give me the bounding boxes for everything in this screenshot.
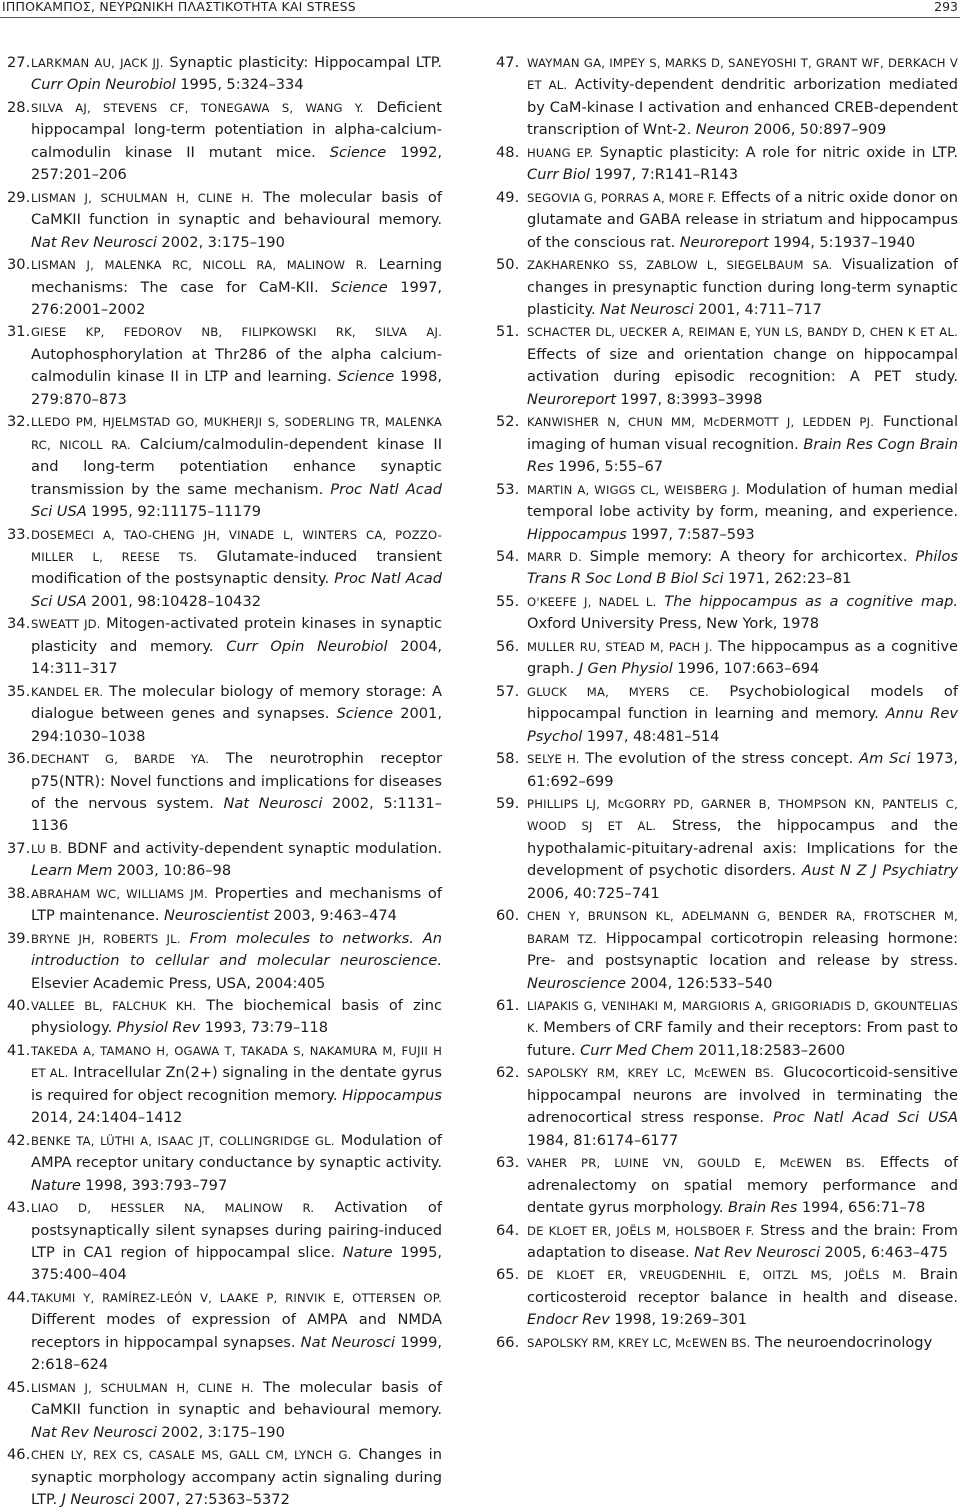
reference-citation: 1984, 81:6174–6177 xyxy=(527,1131,679,1149)
reference-item xyxy=(0,838,442,883)
reference-journal: Learn Mem xyxy=(31,862,113,880)
reference-number: 64. xyxy=(496,1221,520,1239)
reference-journal: Brain Res Cogn Brain Res xyxy=(527,435,958,476)
reference-number: 39. xyxy=(7,929,31,947)
reference-citation: 2002, 3:175–190 xyxy=(156,233,285,251)
reference-number: 63. xyxy=(496,1154,520,1172)
reference-number: 44. xyxy=(7,1288,31,1306)
reference-journal: Physiol Rev xyxy=(116,1019,201,1037)
reference-number: 38. xyxy=(7,884,31,902)
reference-number: 48. xyxy=(496,143,520,161)
reference-title: Modulation of AMPA receptor unitary conductance by synaptic activity. xyxy=(31,1131,442,1172)
reference-authors: LLEDO PM, HJELMSTAD GO, MUKHERJI S, SODERLING TR, MALENKA RC, NICOLL RA. xyxy=(31,415,442,452)
reference-journal: Hippocampus xyxy=(342,1086,442,1104)
reference-item xyxy=(0,613,442,680)
reference-item xyxy=(0,254,442,321)
reference-citation: 1998, 393:793–797 xyxy=(80,1176,228,1194)
reference-item xyxy=(496,1332,958,1354)
reference-authors: TAKUMI Y, RAMÍREZ-LEÓN V, LAAKE P, RINVIK E, OTTERSEN OP. xyxy=(31,1290,442,1305)
reference-citation: 2001, 4:711–717 xyxy=(693,300,822,318)
reference-number: 40. xyxy=(7,997,31,1015)
reference-title: The biochemical basis of zinc physiology. xyxy=(31,997,442,1037)
reference-authors: SCHACTER DL, UECKER A, REIMAN E, YUN LS, BANDY D, CHEN K ET AL. xyxy=(527,325,958,340)
reference-item xyxy=(496,187,958,254)
reference-number: 66. xyxy=(496,1333,520,1351)
reference-authors: VAHER PR, LUINE VN, GOULD E, McEWEN BS. xyxy=(527,1156,866,1171)
reference-number: 36. xyxy=(7,750,31,768)
reference-title: The neurotrophin receptor p75(NTR): Novel functions and implications for diseases of the nervous system. xyxy=(31,750,442,812)
reference-number: 46. xyxy=(7,1446,31,1464)
reference-authors: BENKE TA, LÜTHI A, ISAAC JT, COLLINGRIDGE GL. xyxy=(31,1133,335,1148)
reference-journal: Nat Rev Neurosci xyxy=(31,233,157,251)
reference-title: Intracellular Zn(2+) signaling in the dentate gyrus is required for object recognition memory. xyxy=(31,1064,442,1104)
reference-journal: Nat Neurosci xyxy=(300,1333,396,1351)
reference-authors: LISMAN J, SCHULMAN H, CLINE H. xyxy=(31,190,254,205)
reference-title: BDNF and activity-dependent synaptic modulation. xyxy=(62,839,442,857)
reference-citation: 1997, 7:R141–R143 xyxy=(589,166,739,184)
reference-authors: LISMAN J, MALENKA RC, NICOLL RA, MALINOW R. xyxy=(31,258,368,273)
reference-item xyxy=(496,52,958,142)
reference-title: Psychobiological models of hippocampal function in learning and memory. xyxy=(527,682,958,723)
reference-number: 30. xyxy=(7,256,31,274)
reference-journal: Aust N Z J Psychiatry xyxy=(801,862,958,880)
reference-number: 47. xyxy=(496,54,520,71)
reference-journal: Proc Natl Acad Sci USA xyxy=(773,1109,958,1127)
reference-title: Glucocorticoid-sensitive hippocampal neurons are involved in terminating the adrenocortical stress response. xyxy=(527,1064,959,1127)
reference-authors: DE KLOET ER, VREUGDENHIL E, OITZL MS, JOËLS M. xyxy=(527,1268,907,1283)
reference-item xyxy=(0,97,442,187)
reference-item xyxy=(0,995,442,1040)
reference-title: Effects of adrenalectomy on spatial memory performance and dentate gyrus morphology. xyxy=(527,1154,958,1217)
reference-citation: 2001, 294:1030–1038 xyxy=(31,705,442,745)
reference-number: 29. xyxy=(7,188,31,206)
reference-item xyxy=(496,546,958,591)
reference-journal: Proc Natl Acad Sci USA xyxy=(31,570,442,610)
reference-number: 50. xyxy=(496,256,520,274)
reference-number: 55. xyxy=(496,592,520,610)
reference-citation: 2003, 9:463–474 xyxy=(269,907,397,925)
reference-number: 58. xyxy=(496,750,520,768)
reference-number: 42. xyxy=(7,1131,31,1149)
reference-number: 31. xyxy=(7,323,31,341)
reference-title: Properties and mechanisms of LTP maintenance. xyxy=(31,884,442,925)
reference-citation: 2002, 3:175–190 xyxy=(156,1423,285,1441)
reference-authors: LU B. xyxy=(31,841,63,856)
reference-number: 32. xyxy=(7,413,31,431)
reference-authors: LISMAN J, SCHULMAN H, CLINE H. xyxy=(31,1380,254,1395)
reference-title: Activity-dependent dendritic arborization mediated by CaM-kinase I activation and enhanced CREB-dependent transcription of Wnt-2. xyxy=(527,76,958,139)
reference-citation: 1971, 262:23–81 xyxy=(723,570,852,588)
reference-citation: 1992, 257:201–206 xyxy=(31,143,442,184)
page-number: 293 xyxy=(934,0,958,14)
reference-title: Simple memory: A theory for archicortex. xyxy=(581,547,916,565)
reference-citation: 1996, 5:55–67 xyxy=(553,458,664,476)
reference-number: 61. xyxy=(496,997,520,1015)
reference-authors: CHEN Y, BRUNSON KL, ADELMANN G, BENDER RA, FROTSCHER M, BARAM TZ. xyxy=(527,909,958,946)
reference-title: The hippocampus as a cognitive graph. xyxy=(527,637,958,678)
reference-title xyxy=(181,930,190,947)
reference-title: Functional imaging of human visual recognition. xyxy=(527,413,959,453)
reference-journal: Nat Neurosci xyxy=(600,300,694,318)
reference-citation: Oxford University Press, New York, 1978 xyxy=(527,615,820,633)
reference-number: 33. xyxy=(7,525,31,543)
reference-number: 54. xyxy=(496,547,520,565)
reference-item xyxy=(496,905,958,995)
reference-title: Hippocampal corticotropin releasing hormone: Pre- and postsynaptic location and release by stress. xyxy=(527,929,959,970)
reference-number: 51. xyxy=(496,323,520,341)
reference-title: Activation of postsynaptically silent synapses during pairing-induced LTP in CA1 region of hippocampal slice. xyxy=(31,1199,442,1262)
reference-authors: DE KLOET ER, JOËLS M, HOLSBOER F. xyxy=(527,1223,755,1238)
reference-authors: MULLER RU, STEAD M, PACH J. xyxy=(527,639,713,654)
reference-item xyxy=(0,411,442,523)
reference-journal: Philos Trans R Soc Lond B Biol Sci xyxy=(527,547,959,588)
reference-title: Members of CRF family and their receptors: From past to future. xyxy=(527,1019,958,1059)
reference-journal: Neuroscience xyxy=(527,974,626,992)
reference-authors: WAYMAN GA, IMPEY S, MARKS D, SANEYOSHI T, GRANT WF, DERKACH V ET AL. xyxy=(527,56,958,93)
reference-citation: 2001, 98:10428–10432 xyxy=(86,592,262,610)
reference-authors: TAKEDA A, TAMANO H, OGAWA T, TAKADA S, NAKAMURA M, FUJII H ET AL. xyxy=(31,1043,442,1081)
reference-journal: Curr Opin Neurobiol xyxy=(31,76,176,94)
reference-citation: 1997, 48:481–514 xyxy=(582,727,720,745)
reference-title: Effects of size and orientation change on hippocampal activation during episodic recognition: A PET study. xyxy=(527,345,958,386)
reference-citation: 2006, 50:897–909 xyxy=(749,121,887,139)
reference-number: 49. xyxy=(496,188,520,206)
reference-journal: Nat Rev Neurosci xyxy=(694,1244,821,1262)
reference-item xyxy=(0,321,442,411)
reference-citation: 1995, 92:11175–11179 xyxy=(86,503,262,521)
reference-item xyxy=(0,52,442,97)
page-header xyxy=(0,0,960,18)
reference-authors: ABRAHAM WC, WILLIAMS JM. xyxy=(31,886,208,901)
reference-item xyxy=(0,1130,442,1197)
reference-item xyxy=(496,142,958,187)
reference-item xyxy=(0,524,442,614)
reference-journal: Science xyxy=(331,278,388,296)
reference-number: 45. xyxy=(7,1378,31,1396)
reference-item xyxy=(496,254,958,321)
reference-journal: Curr Opin Neurobiol xyxy=(226,637,388,655)
reference-citation: 1973, 61:692–699 xyxy=(527,750,958,790)
reference-item xyxy=(0,681,442,748)
reference-item xyxy=(0,1197,442,1287)
reference-authors: ZAKHARENKO SS, ZABLOW L, SIEGELBAUM SA. xyxy=(527,258,833,273)
reference-item xyxy=(496,1220,958,1265)
reference-journal: Annu Rev Psychol xyxy=(527,705,958,745)
reference-authors: CHEN LY, REX CS, CASALE MS, GALL CM, LYNCH G. xyxy=(31,1448,352,1463)
reference-journal: Curr Biol xyxy=(527,166,590,184)
reference-citation: 1997, 7:587–593 xyxy=(626,525,755,543)
reference-journal: Neuroscientist xyxy=(163,907,270,925)
reference-journal: Science xyxy=(329,143,387,161)
reference-item xyxy=(0,1287,442,1377)
reference-citation: 2004, 14:311–317 xyxy=(31,637,443,678)
reference-title: Changes in synaptic morphology accompany actin signaling during LTP. xyxy=(31,1446,442,1508)
reference-citation: 2014, 24:1404–1412 xyxy=(31,1109,183,1127)
reference-authors: SELYE H. xyxy=(527,752,580,767)
reference-item xyxy=(0,187,442,254)
reference-authors: PHILLIPS LJ, McGORRY PD, GARNER B, THOMPSON KN, PANTELIS C, WOOD SJ ET AL. xyxy=(527,796,958,834)
reference-authors: VALLEE BL, FALCHUK KH. xyxy=(31,999,197,1014)
reference-title: Deficient hippocampal long-term potentiation in alpha-calcium-calmodulin kinase II mutant mice. xyxy=(31,98,442,161)
reference-item xyxy=(496,793,958,905)
reference-citation: Elsevier Academic Press, USA, 2004:405 xyxy=(31,974,326,992)
reference-authors: MARTIN A, WIGGS CL, WEISBERG J. xyxy=(527,482,740,497)
reference-journal: Nature xyxy=(342,1244,393,1262)
reference-authors: SILVA AJ, STEVENS CF, TONEGAWA S, WANG Y. xyxy=(31,100,364,115)
reference-title: Stress and the brain: From adaptation to disease. xyxy=(527,1221,958,1262)
reference-citation: 1996, 107:663–694 xyxy=(672,660,820,678)
reference-journal: Am Sci xyxy=(859,750,911,768)
reference-title: Different modes of expression of AMPA and NMDA receptors in hippocampal synapses. xyxy=(31,1311,442,1351)
reference-item xyxy=(496,321,958,411)
reference-number: 60. xyxy=(496,907,520,925)
reference-authors: KANDEL ER. xyxy=(31,684,104,699)
reference-title: The molecular biology of memory storage: A dialogue between genes and synapses. xyxy=(31,682,442,723)
reference-citation: 2002, 5:1131–1136 xyxy=(31,794,442,835)
reference-authors: LARKMAN AU, JACK JJ. xyxy=(31,56,164,70)
reference-journal: Nat Neurosci xyxy=(223,794,323,812)
reference-journal: Hippocampus xyxy=(527,525,627,543)
reference-journal: Nat Rev Neurosci xyxy=(31,1423,157,1441)
reference-citation: 1993, 73:79–118 xyxy=(200,1019,329,1037)
reference-column-right xyxy=(496,52,958,1354)
reference-journal: Science xyxy=(336,705,394,723)
reference-journal: Brain Res xyxy=(727,1199,798,1217)
reference-title: Modulation of human medial temporal lobe activity by form, meaning, and experience. xyxy=(527,480,958,521)
reference-item xyxy=(0,928,442,995)
reference-number: 43. xyxy=(7,1199,31,1217)
reference-journal: From molecules to networks. An introduction to cellular and molecular neuroscience. xyxy=(31,929,442,970)
reference-authors: MARR D. xyxy=(527,549,582,564)
reference-title: The neuroendocrinology xyxy=(750,1333,933,1351)
reference-number: 53. xyxy=(496,480,520,498)
reference-item xyxy=(496,411,958,478)
reference-authors: O'KEEFE J, NADEL L. xyxy=(527,594,657,609)
reference-authors: SWEATT JD. xyxy=(31,617,101,632)
reference-citation: 1997, 8:3993–3998 xyxy=(615,390,763,408)
reference-journal: J Gen Physiol xyxy=(578,660,673,678)
reference-authors: KANWISHER N, CHUN MM, McDERMOTT J, LEDDEN PJ. xyxy=(527,415,875,430)
reference-journal: Neuroreport xyxy=(527,390,616,408)
reference-title: Brain corticosteroid receptor balance in health and disease. xyxy=(527,1266,958,1306)
reference-item xyxy=(496,591,958,636)
reference-journal: Curr Med Chem xyxy=(580,1041,694,1059)
reference-item xyxy=(496,1062,958,1152)
reference-item xyxy=(0,1040,442,1130)
reference-title: Mitogen-activated protein kinases in synaptic plasticity and memory. xyxy=(31,615,442,655)
reference-title: The molecular basis of CaMKII function in synaptic and behavioural memory. xyxy=(31,188,442,229)
reference-item xyxy=(496,636,958,681)
running-title: ΙΠΠΟΚΑΜΠΟΣ, ΝΕΥΡΩΝΙΚΗ ΠΛΑΣΤΙΚΟΤΗΤΑ ΚΑΙ STRESS xyxy=(2,0,356,14)
reference-number: 59. xyxy=(496,794,520,812)
reference-authors: LIAO D, HESSLER NA, MALINOW R. xyxy=(31,1201,315,1216)
reference-citation: 2003, 10:86–98 xyxy=(112,862,232,880)
reference-authors: HUANG EP. xyxy=(527,145,594,160)
reference-title: Synaptic plasticity: A role for nitric oxide in LTP. xyxy=(593,143,958,161)
reference-item xyxy=(496,748,958,793)
reference-journal: Neuron xyxy=(695,121,750,139)
reference-number: 52. xyxy=(496,413,520,431)
reference-title: Effects of a nitric oxide donor on glutamate and GABA release in striatum and hippocampus of the conscious rat. xyxy=(527,188,958,251)
reference-citation: 1994, 5:1937–1940 xyxy=(768,233,916,251)
reference-citation: 1999, 2:618–624 xyxy=(31,1333,442,1374)
reference-authors: SEGOVIA G, PORRAS A, MORE F. xyxy=(527,190,717,205)
reference-item xyxy=(0,883,442,928)
reference-item xyxy=(496,1264,958,1331)
reference-number: 34. xyxy=(7,615,31,633)
reference-title: The evolution of the stress concept. xyxy=(579,750,860,768)
reference-title: Calcium/calmodulin-dependent kinase II and long-term potentiation enhance synaptic transmission by the same mechanism. xyxy=(31,435,442,498)
reference-item xyxy=(496,681,958,748)
reference-authors: SAPOLSKY RM, KREY LC, McEWEN BS. xyxy=(527,1066,775,1081)
reference-title: Learning mechanisms: The case for CaM-KII. xyxy=(31,256,443,296)
reference-authors: GLUCK MA, MYERS CE. xyxy=(527,684,709,699)
reference-title: Visualization of changes in presynaptic function during long-term synaptic plasticity. xyxy=(527,256,958,318)
reference-item xyxy=(496,479,958,546)
reference-number: 56. xyxy=(496,637,520,655)
reference-item xyxy=(0,748,442,838)
reference-citation: 2007, 27:5363–5372 xyxy=(134,1491,290,1508)
reference-number: 41. xyxy=(7,1041,31,1059)
reference-column-left xyxy=(0,52,442,1511)
reference-authors: DECHANT G, BARDE YA. xyxy=(31,752,210,767)
reference-authors: GIESE KP, FEDOROV NB, FILIPKOWSKI RK, SILVA AJ. xyxy=(31,325,442,340)
reference-item xyxy=(496,995,958,1062)
reference-number: 57. xyxy=(496,682,520,700)
reference-number: 27. xyxy=(7,54,31,71)
reference-journal: Science xyxy=(337,368,395,386)
reference-citation: 1994, 656:71–78 xyxy=(797,1199,926,1217)
reference-title: Autophosphorylation at Thr286 of the alpha calcium-calmodulin kinase II in LTP and learning. xyxy=(31,345,442,386)
reference-citation: 2005, 6:463–475 xyxy=(820,1244,948,1262)
reference-journal: Endocr Rev xyxy=(527,1311,610,1329)
reference-citation: 1998, 19:269–301 xyxy=(609,1311,748,1329)
reference-number: 65. xyxy=(496,1266,520,1284)
reference-journal: J Neurosci xyxy=(61,1491,135,1508)
reference-citation: 2011,18:2583–2600 xyxy=(693,1041,846,1059)
reference-number: 62. xyxy=(496,1064,520,1082)
reference-authors: LIAPAKIS G, VENIHAKI M, MARGIORIS A, GRIGORIADIS D, GKOUNTELIAS K. xyxy=(527,999,958,1036)
reference-journal: Nature xyxy=(31,1176,81,1194)
reference-citation: 1998, 279:870–873 xyxy=(31,368,442,408)
reference-item xyxy=(0,1444,442,1511)
reference-number: 35. xyxy=(7,682,31,700)
reference-item xyxy=(0,1377,442,1444)
reference-journal: The hippocampus as a cognitive map. xyxy=(664,592,958,610)
reference-citation: 1995, 375:400–404 xyxy=(31,1244,443,1284)
reference-number: 28. xyxy=(7,98,31,116)
reference-journal: Neuroreport xyxy=(679,233,769,251)
reference-title: The molecular basis of CaMKII function in synaptic and behavioural memory. xyxy=(31,1378,442,1419)
reference-authors: BRYNE JH, ROBERTS JL. xyxy=(31,931,181,946)
reference-authors: DOSEMECI A, TAO-CHENG JH, VINADE L, WINTERS CA, POZZO-MILLER L, REESE TS. xyxy=(31,527,442,564)
reference-citation: 1995, 5:324–334 xyxy=(175,76,304,94)
reference-title: Glutamate-induced transient modification of the postsynaptic density. xyxy=(31,547,443,588)
reference-journal: Proc Natl Acad Sci USA xyxy=(31,480,442,521)
reference-authors: SAPOLSKY RM, KREY LC, McEWEN BS. xyxy=(527,1335,751,1350)
reference-citation: 2004, 126:533–540 xyxy=(626,974,773,992)
reference-number: 37. xyxy=(7,839,31,857)
reference-citation: 1997, 276:2001–2002 xyxy=(31,278,442,318)
reference-item xyxy=(496,1152,958,1219)
reference-title: Synaptic plasticity: Hippocampal LTP. xyxy=(163,54,442,71)
reference-citation: 2006, 40:725–741 xyxy=(527,884,660,902)
reference-title: Stress, the hippocampus and the hypothalamic-pituitary-adrenal axis: Implications for the development of psychotic disorders. xyxy=(527,817,958,880)
